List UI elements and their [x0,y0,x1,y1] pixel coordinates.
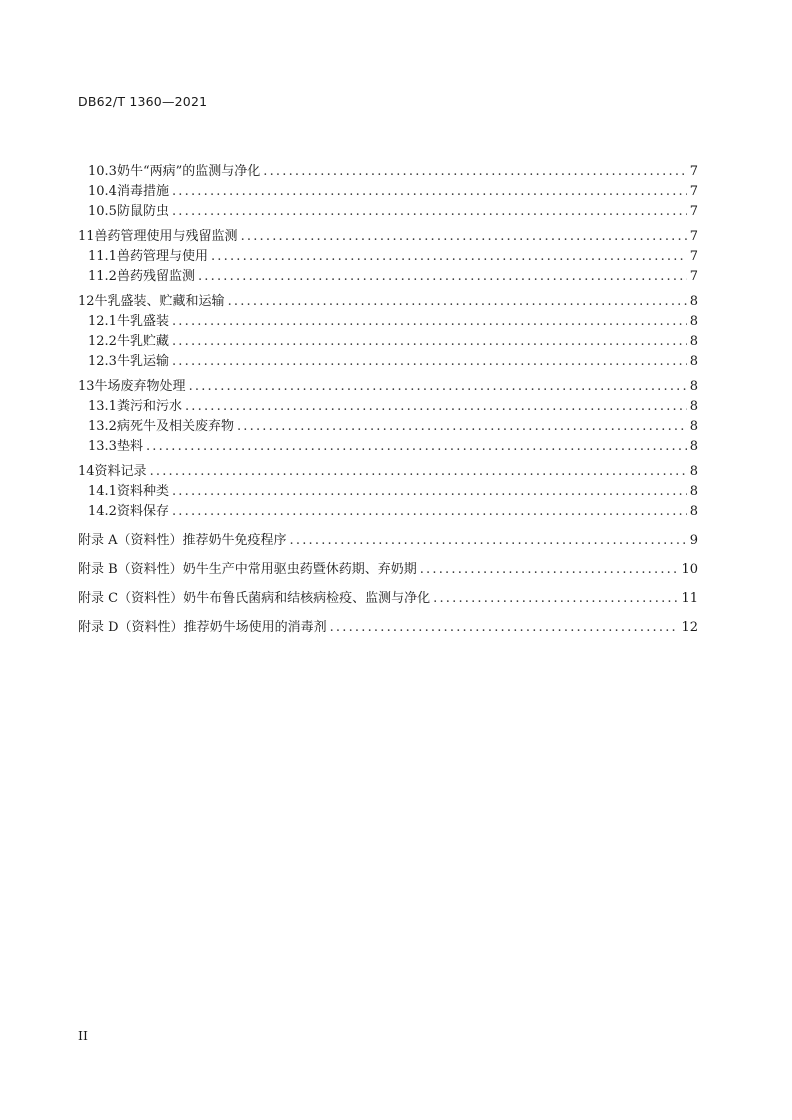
toc-entry-title: 牛乳盛装 [116,314,169,329]
toc-entry[interactable] [78,460,698,480]
toc-entry-number: 12.3 [88,354,117,369]
toc-entry-number: 12 [78,294,95,309]
toc-entry-title: 病死牛及相关废弃物 [116,419,234,434]
toc-entry-number: 14 [78,464,95,479]
toc-entry[interactable] [78,435,698,455]
toc-entry-page: 8 [689,484,698,499]
toc-entry-number: 13.2 [88,419,117,434]
toc-dot-leader [433,591,678,606]
toc-entry-page: 9 [689,533,698,548]
toc-entry[interactable] [78,180,698,200]
toc-entry-number: 11 [78,229,95,244]
toc-entry-number: 10.3 [88,164,117,179]
toc-entry-title: 粪污和污水 [116,399,182,414]
toc-entry-title: 牛乳盛装、贮藏和运输 [94,294,225,309]
toc-entry-title: 资料记录 [94,464,147,479]
toc-entry-title: 推荐奶牛场使用的消毒剂 [183,620,327,635]
toc-dot-leader [198,269,687,284]
toc-dot-leader [146,439,687,454]
toc-entry-title: 垫料 [116,439,143,454]
toc-entry-number: 13.1 [88,399,117,414]
toc-entry[interactable] [78,558,698,578]
toc-entry-page: 8 [689,439,698,454]
toc-entry[interactable] [78,200,698,220]
toc-dot-leader [172,184,687,199]
toc-entry-number: 附录 B（资料性） [78,562,183,577]
toc-entry-title: 防鼠防虫 [116,204,169,219]
toc-dot-leader [263,164,686,179]
toc-entry-page: 11 [681,591,698,606]
toc-entry-number: 12.2 [88,334,117,349]
toc-entry-page: 8 [689,294,698,309]
toc-entry-title: 牛乳运输 [116,354,169,369]
toc-entry[interactable] [78,480,698,500]
toc-entry[interactable] [78,587,698,607]
toc-dot-leader [290,533,687,548]
toc-entry[interactable] [78,225,698,245]
toc-entry[interactable] [78,290,698,310]
toc-entry-page: 8 [689,464,698,479]
toc-entry[interactable] [78,395,698,415]
toc-dot-leader [185,399,687,414]
toc-dot-leader [237,419,687,434]
toc-entry-title: 奶牛布鲁氏菌病和结核病检疫、监测与净化 [183,591,431,606]
toc-entry-number: 11.2 [88,269,117,284]
toc-entry-page: 8 [689,354,698,369]
toc-entry-page: 8 [689,314,698,329]
toc-dot-leader [211,249,687,264]
toc-dot-leader [189,379,687,394]
toc-dot-leader [420,562,679,577]
toc-entry-page: 8 [689,379,698,394]
document-code: DB62/T 1360—2021 [78,94,208,109]
toc-entry-title: 兽药管理使用与残留监测 [94,229,238,244]
toc-entry-number: 11.1 [88,249,117,264]
toc-dot-leader [241,229,687,244]
table-of-contents [78,160,698,636]
toc-entry[interactable] [78,616,698,636]
toc-dot-leader [172,504,687,519]
toc-entry-number: 13 [78,379,95,394]
toc-entry-number: 14.1 [88,484,117,499]
toc-entry-title: 资料保存 [116,504,169,519]
toc-entry-number: 附录 A（资料性） [78,533,183,548]
toc-dot-leader [172,204,687,219]
toc-entry-page: 12 [681,620,698,635]
toc-dot-leader [228,294,687,309]
toc-entry[interactable] [78,350,698,370]
toc-entry-number: 12.1 [88,314,117,329]
toc-entry[interactable] [78,330,698,350]
toc-dot-leader [172,334,687,349]
toc-entry-title: 奶牛生产中常用驱虫药暨休药期、弃奶期 [182,562,417,577]
toc-entry-page: 8 [689,419,698,434]
toc-entry-page: 7 [689,204,698,219]
toc-entry-number: 10.5 [88,204,117,219]
toc-entry-number: 10.4 [88,184,117,199]
toc-entry-page: 7 [689,269,698,284]
toc-entry-page: 10 [681,562,698,577]
toc-entry[interactable] [78,500,698,520]
toc-entry-page: 7 [689,184,698,199]
page-number: II [78,1028,88,1043]
toc-entry-title: 推荐奶牛免疫程序 [182,533,287,548]
toc-entry-page: 7 [689,249,698,264]
toc-dot-leader [150,464,687,479]
toc-entry-page: 8 [689,399,698,414]
toc-dot-leader [330,620,679,635]
toc-entry-number: 附录 C（资料性） [78,591,184,606]
toc-entry[interactable] [78,310,698,330]
toc-entry-page: 7 [689,164,698,179]
toc-entry-title: 奶牛“两病”的监测与净化 [116,164,261,179]
toc-entry-page: 7 [689,229,698,244]
toc-entry-number: 13.3 [88,439,117,454]
toc-entry-page: 8 [689,334,698,349]
toc-entry[interactable] [78,415,698,435]
toc-entry-number: 附录 D（资料性） [78,620,184,635]
toc-dot-leader [172,484,687,499]
toc-entry[interactable] [78,160,698,180]
toc-entry-title: 资料种类 [116,484,169,499]
toc-dot-leader [172,314,687,329]
toc-entry[interactable] [78,245,698,265]
toc-entry-page: 8 [689,504,698,519]
toc-entry-title: 兽药残留监测 [116,269,195,284]
toc-entry-title: 兽药管理与使用 [116,249,208,264]
toc-dot-leader [172,354,687,369]
toc-entry-number: 14.2 [88,504,117,519]
toc-entry[interactable] [78,265,698,285]
toc-entry-title: 牛场废弃物处理 [94,379,186,394]
toc-entry-title: 牛乳贮藏 [116,334,169,349]
toc-entry[interactable] [78,529,698,549]
toc-entry-title: 消毒措施 [116,184,169,199]
toc-entry[interactable] [78,375,698,395]
